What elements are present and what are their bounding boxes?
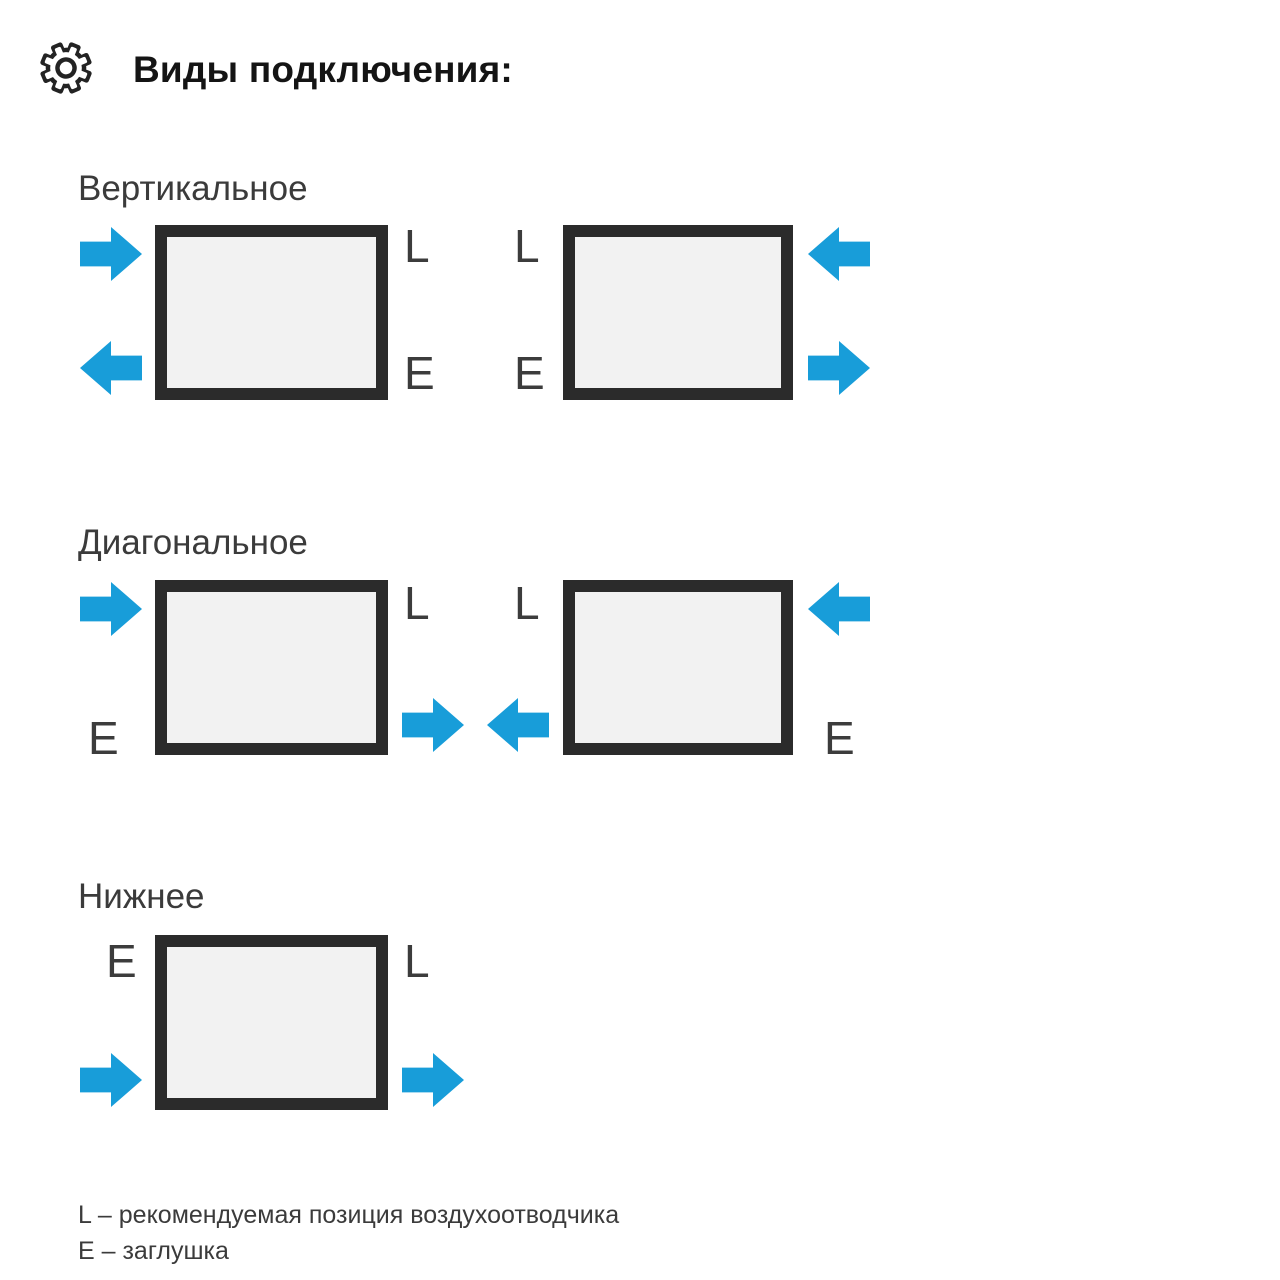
port-label-l: L (514, 220, 540, 272)
port-label-e: E (404, 347, 435, 399)
port-label-l: L (404, 935, 430, 987)
flow-in-arrow-icon (80, 227, 142, 281)
port-label-l: L (404, 220, 430, 272)
port-label-e: E (824, 712, 855, 764)
gear-icon (40, 42, 92, 94)
port-label-e: E (106, 935, 137, 987)
flow-in-arrow-icon (80, 582, 142, 636)
section-label-bottom: Нижнее (78, 877, 205, 916)
flow-in-arrow-icon (80, 1053, 142, 1107)
port-label-l: L (404, 577, 430, 629)
section-label-diagonal: Диагональное (78, 523, 308, 562)
radiator-body (155, 580, 388, 755)
radiator-body (563, 580, 793, 755)
radiator-body (563, 225, 793, 400)
port-label-l: L (514, 577, 540, 629)
radiator-body (155, 935, 388, 1110)
flow-out-arrow-icon (402, 1053, 464, 1107)
legend (78, 1197, 619, 1269)
page-title: Виды подключения: (133, 49, 513, 90)
legend-line-e: E – заглушка (78, 1237, 229, 1265)
port-label-e: E (88, 712, 119, 764)
flow-out-arrow-icon (80, 341, 142, 395)
flow-in-arrow-icon (808, 582, 870, 636)
flow-in-arrow-icon (808, 227, 870, 281)
legend-line-l: L – рекомендуемая позиция воздухоотводчика (78, 1201, 620, 1229)
flow-out-arrow-icon (487, 698, 549, 752)
port-label-e: E (514, 347, 545, 399)
radiator-body (155, 225, 388, 400)
flow-out-arrow-icon (402, 698, 464, 752)
flow-out-arrow-icon (808, 341, 870, 395)
section-label-vertical: Вертикальное (78, 169, 308, 208)
